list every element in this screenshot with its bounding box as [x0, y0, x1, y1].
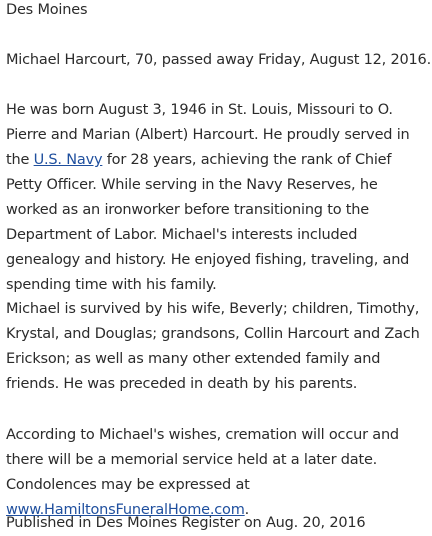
publication-note: Published in Des Moines Register on Aug. 20, 2016 — [6, 515, 366, 531]
service-text: According to Michael's wishes, cremation will occur and there will be a memorial service held at a later date. Condolences may be expressed at — [6, 427, 399, 493]
service-text-end: . — [244, 502, 250, 518]
us-navy-link[interactable]: U.S. Navy — [33, 152, 103, 168]
biography-paragraph — [6, 98, 426, 298]
death-announcement: Michael Harcourt, 70, passed away Friday, August 12, 2016. — [6, 52, 431, 68]
funeral-home-link[interactable]: www.HamiltonsFuneralHome.com — [6, 502, 245, 518]
biography-text-continued: for 28 years, achieving the rank of Chief Petty Officer. While serving in the Navy Reserves, he worked as an ironworker before transitioning to the Department of Labor. Michael's interests included genealogy and history. He enjoyed fishing, traveling, and spending time with his family. — [6, 152, 410, 293]
biography-text: He was born August 3, 1946 in St. Louis, Missouri to O. Pierre and Marian (Albert) Harcourt. He proudly served in the — [6, 102, 410, 168]
service-paragraph — [6, 423, 426, 523]
dateline: Des Moines — [6, 2, 88, 18]
survivors-paragraph: Michael is survived by his wife, Beverly; children, Timothy, Krystal, and Douglas; grandsons, Collin Harcourt and Zach Erickson; as well as many other extended family and friends. He was preceded in death by his parents. — [6, 301, 420, 392]
